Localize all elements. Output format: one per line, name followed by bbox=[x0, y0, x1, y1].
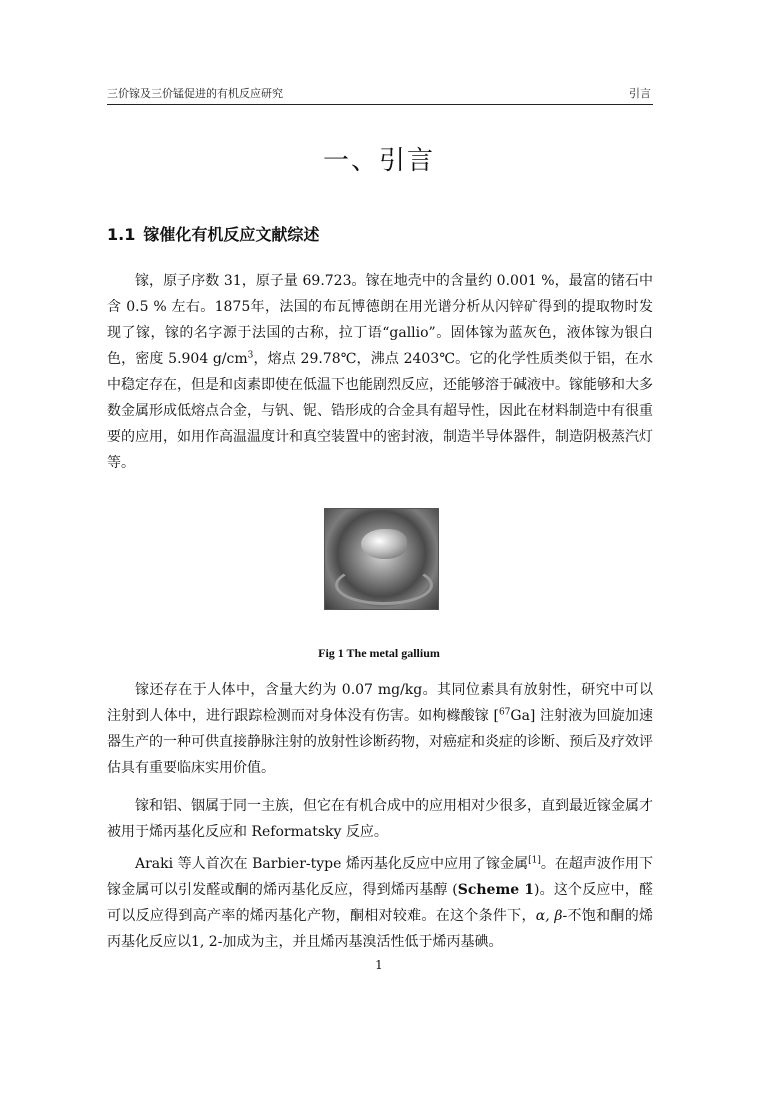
section-title: 镓催化有机反应文献综述 bbox=[143, 225, 320, 244]
paragraph-gallium-properties bbox=[107, 268, 653, 476]
running-header-section: 引言 bbox=[629, 87, 651, 100]
paragraph-araki-allylation bbox=[107, 851, 653, 955]
p3-text: 镓和铝、铟属于同一主族，但它在有机合成中的应用相对少很多，直到最近镓金属才被用于烯丙基化反应和 Reformatsky 反应。 bbox=[107, 798, 653, 840]
page-number: 1 bbox=[375, 958, 383, 972]
p2-superscript: 67 bbox=[498, 707, 511, 718]
p4-text-d: -不饱和酮的烯丙基化反应以1, 2-加成为主，并且烯丙基溴活性低于烯丙基碘。 bbox=[107, 908, 653, 950]
chapter-title: 一、引言 bbox=[322, 146, 435, 176]
p2-text-b: Ga] 注射液为回旋加速器生产的一种可供直接静脉注射的放射性诊断药物，对癌症和炎症的诊断、预后及疗效评估具有重要临床实用价值。 bbox=[107, 708, 653, 776]
p1-superscript: 3 bbox=[247, 350, 254, 361]
running-header bbox=[107, 82, 653, 105]
p1-text-b: ，熔点 29.78℃，沸点 2403℃。它的化学性质类似于铝，在水中稳定存在，但是和卤素即使在低温下也能剧烈反应，还能够溶于碱液中。镓能够和大多数金属形成低熔点合金，与钒、铌、锆形成的合金具有超导性，因此在材料制造中有很重要的应用，如用作高温温度计和真空装置中的密封液，制造半导体器件，制造阴极蒸汽灯等。 bbox=[107, 351, 653, 471]
section-number: 1.1 bbox=[107, 225, 136, 244]
p1-text-a: 镓，原子序数 31，原子量 69.723。镓在地壳中的含量约 0.001 %，最富的锗石中含 0.5 % 左右。1875年，法国的布瓦博德朗在用光谱分析从闪锌矿得到的提取物时发现了镓，镓的名字源于法国的古称，拉丁语“gallio”。固体镓为蓝灰色，液体镓为银白色，密度 5.904 g/cm bbox=[107, 273, 653, 367]
running-header-title: 三价镓及三价锰促进的有机反应研究 bbox=[107, 87, 283, 100]
paragraph-gallium-applications bbox=[107, 793, 653, 845]
p4-text-b: 。在超声波作用下镓金属可以引发醛或酮的烯丙基化反应，得到烯丙基醇 ( bbox=[107, 856, 654, 898]
alpha-beta: α, β bbox=[535, 908, 563, 924]
figure-caption: Fig 1 The metal gallium bbox=[318, 646, 440, 660]
section-heading bbox=[107, 222, 319, 245]
p4-text-a: Araki 等人首次在 Barbier-type 烯丙基化反应中应用了镓金属 bbox=[135, 856, 529, 872]
scheme-1-ref[interactable]: Scheme 1 bbox=[457, 882, 534, 898]
gallium-blob bbox=[361, 529, 407, 559]
p2-text-a: 镓还存在于人体中，含量大约为 0.07 mg/kg。其同位素具有放射性，研究中可以注射到人体中，进行跟踪检测而对身体没有伤害。如枸橼酸镓 [ bbox=[107, 682, 653, 724]
paragraph-gallium-in-body bbox=[107, 677, 653, 781]
p4-text-c: )。这个反应中，醛可以反应得到高产率的烯丙基化产物，酮相对较难。在这个条件下， bbox=[107, 882, 653, 924]
gallium-photo bbox=[324, 508, 439, 610]
dish-rim bbox=[335, 565, 433, 605]
citation-ref-1[interactable]: [1] bbox=[528, 855, 541, 866]
